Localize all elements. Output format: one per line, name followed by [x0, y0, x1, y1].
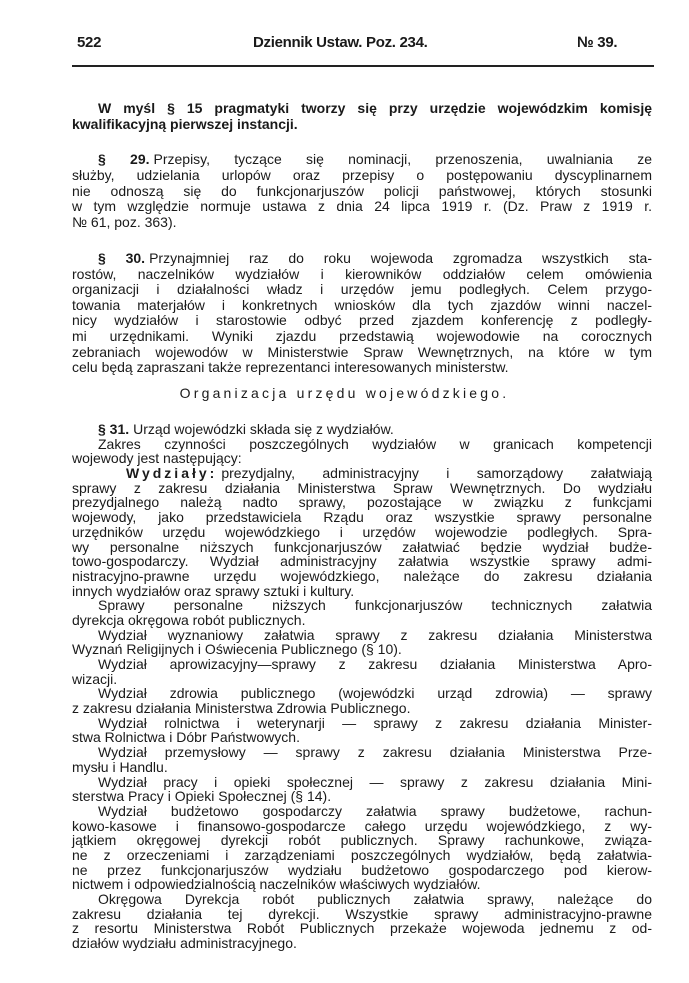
text-line — [72, 345, 652, 361]
paragraph-marker: Wydziały: — [126, 465, 218, 482]
line-text: Wydział zdrowia publicznego (wojewódzki urząd zdrowia) — sprawy — [98, 685, 652, 702]
line-text: mysłu i Handlu. — [72, 758, 168, 775]
page-number: 522 — [77, 34, 102, 51]
line-text: kwalifikacyjną pierwszej instancji. — [72, 116, 298, 132]
paragraph — [72, 152, 652, 231]
text-line — [72, 628, 652, 643]
line-text: dyrekcja okręgowa robót publicznych. — [72, 611, 306, 628]
line-text: w tym względzie normuje ustawa z dnia 24 lipca 1919 r. (Dz. Praw z 1919 r. — [72, 198, 652, 215]
paragraph — [72, 745, 652, 774]
line-text: Okręgowa Dyrekcja robót publicznych załatwia sprawy, należące do — [98, 891, 652, 907]
text-line — [72, 184, 652, 200]
line-text: z zakresu działania Ministerstwa Zdrowia Publicznego. — [72, 700, 411, 717]
text-line — [72, 730, 652, 745]
text-line — [72, 554, 652, 569]
line-text: z resortu Ministerstwa Robót Publicznych przekaże wojewoda jednemu z od- — [72, 920, 652, 937]
text-line — [72, 466, 652, 481]
text-line — [72, 569, 652, 584]
line-text: towo-gospodarczy. Wydział administracyjny załatwia wszystkie sprawy admi- — [72, 553, 652, 570]
text-line — [72, 199, 652, 215]
paragraph-marker: § 31. — [98, 421, 130, 437]
text-line — [72, 525, 652, 540]
line-text: organizacji i działalności władz i urzędów jemu podległych. Celem przygo- — [72, 281, 652, 298]
text-line — [72, 168, 652, 184]
line-text: Wydział pracy i opieki społecznej — sprawy z zakresu działania Mini- — [98, 773, 652, 790]
header-rule — [72, 65, 654, 67]
line-text: mi urzędnikami. Wyniki zjazdu przedstawią wojewodowie na corocznych — [72, 327, 652, 344]
line-text: Urząd wojewódzki składa się z wydziałów. — [133, 421, 394, 437]
text-line — [72, 892, 652, 907]
text-line — [72, 863, 652, 878]
text-line — [72, 701, 652, 716]
line-text: nicy wydziałów i starostowie odbyć przed zjazdem konferencję z podległy- — [72, 312, 652, 329]
text-line — [72, 804, 652, 819]
text-line — [72, 672, 652, 687]
line-text: Wydział aprowizacyjny—sprawy z zakresu działania Ministerstwa Apro- — [98, 656, 652, 672]
section-heading: Organizacja urzędu wojewódzkiego. — [179, 385, 510, 401]
line-text: urzędników urzędu wojewódzkiego i urzędów wojewodzie podległych. Spra- — [72, 523, 652, 540]
line-text: ne przez funkcjonarjuszów wydziału budżetowo gospodarczego pod kierow- — [72, 861, 652, 878]
line-text: sprawy z zakresu działania Ministerstwa Spraw Wewnętrznych. Do wydziału — [72, 479, 652, 496]
text-line — [72, 921, 652, 936]
text-line — [72, 360, 652, 376]
line-text: Wydział przemysłowy — sprawy z zakresu działania Ministerstwa Prze- — [98, 744, 652, 761]
text-line — [72, 495, 652, 510]
text-line — [72, 100, 652, 116]
paragraph-marker: § 30. — [98, 250, 146, 266]
line-text: innych wydziałów oraz sprawy sztuki i kultury. — [72, 582, 355, 599]
text-line — [72, 936, 652, 951]
paragraph — [72, 251, 652, 376]
line-text: Przynajmniej raz do roku wojewoda zgromadza wszystkich sta- — [149, 250, 652, 266]
line-text: kowo-kasowe i finansowo-gospodarcze całego urzędu wojewódzkiego, z wy- — [72, 817, 652, 834]
text-line — [72, 789, 652, 804]
line-text: wizacji. — [72, 670, 118, 687]
line-text: rostów, naczelników wydziałów i kierowników oddziałów celem omówienia — [72, 265, 652, 282]
line-text: nistracyjno-prawne urzędu wojewódzkiego, należące do zakresu działania — [72, 567, 652, 584]
line-text: Wydział rolnictwa i weterynarji — sprawy z zakresu działania Minister- — [98, 714, 652, 731]
text-line — [72, 510, 652, 525]
text-line — [72, 848, 652, 863]
text-line — [72, 437, 652, 452]
line-text: Zakres czynności poszczególnych wydziałów w granicach kompetencji — [98, 435, 652, 452]
line-text: Przepisy, tyczące się nominacji, przenoszenia, uwalniania ze — [153, 151, 652, 167]
text-line — [72, 833, 652, 848]
running-title: Dziennik Ustaw. Poz. 234. — [253, 34, 428, 51]
line-text: Wydział budżetowo gospodarczy załatwia sprawy budżetowe, rachun- — [98, 802, 652, 819]
line-text: nictwem i odpowiedzialnością naczelników właściwych wydziałów. — [72, 876, 481, 893]
line-text: działów wydziału administracyjnego. — [72, 935, 297, 952]
text-line — [72, 540, 652, 555]
text-line — [72, 152, 652, 168]
text-line — [72, 298, 652, 314]
text-line — [72, 686, 652, 701]
line-text: nie odnoszą się do funkcjonarjuszów policji państwowej, których stosunki — [72, 182, 652, 199]
text-line — [72, 116, 652, 132]
paragraph-marker: § 29. — [98, 151, 150, 167]
line-text: jątkiem okręgowej dyrekcji robót publicznych. Sprawy rachunkowe, związa- — [72, 832, 652, 849]
line-text: ne z orzeczeniami i zarządzeniami poszczególnych wydziałów, będą załatwia- — [72, 846, 652, 863]
paragraph — [72, 437, 652, 466]
text-line — [72, 267, 652, 283]
line-text: towania materjałów i konkretnych wniosków dla tych zjazdów winni naczel- — [72, 296, 652, 313]
text-line — [72, 819, 652, 834]
text-line — [72, 657, 652, 672]
section-paragraph-30 — [72, 251, 652, 376]
paragraph — [72, 598, 652, 627]
paragraph — [72, 657, 652, 686]
paragraph — [72, 628, 652, 657]
line-text: W myśl § 15 pragmatyki tworzy się przy urzędzie wojewódzkim komisję — [98, 100, 652, 116]
text-line — [72, 584, 652, 599]
paragraph — [72, 716, 652, 745]
text-line — [72, 613, 652, 628]
line-text: prezydjalny, administracyjny i samorządowy załatwiają — [221, 465, 652, 482]
text-line — [72, 745, 652, 760]
line-text: Wydział wyznaniowy załatwia sprawy z zakresu działania Ministerstwa — [98, 626, 652, 643]
line-text: № 61, poz. 363). — [72, 214, 177, 231]
text-line — [72, 313, 652, 329]
section-paragraph-31 — [72, 422, 652, 951]
line-text: Sprawy personalne niższych funkcjonarjuszów technicznych załatwia — [98, 597, 652, 614]
paragraph — [72, 804, 652, 892]
line-text: wy personalne niższych funkcjonarjuszów załatwiać będzie wydział budże- — [72, 538, 652, 555]
text-line — [72, 877, 652, 892]
line-text: stwa Rolnictwa i Dóbr Państwowych. — [72, 729, 300, 746]
line-text: prezydjalnego należą nadto sprawy, pozostające w związku z funkcjami — [72, 494, 652, 511]
paragraph — [72, 100, 652, 132]
text-line — [72, 642, 652, 657]
line-text: wojewody, jako przedstawiciela Rządu oraz wszystkie sprawy personalne — [72, 509, 652, 526]
text-line — [72, 481, 652, 496]
text-line — [72, 598, 652, 613]
paragraph — [72, 466, 652, 598]
section-paragraph-29 — [72, 152, 652, 231]
line-text: zebraniach wojewodów w Ministerstwie Spraw Wewnętrznych, na które w tym — [72, 343, 652, 360]
line-text: celu będą zapraszani także reprezentanci interesowanych ministerstw. — [72, 359, 509, 376]
text-line — [72, 282, 652, 298]
text-line — [72, 775, 652, 790]
line-text: zakresu działania tej dyrekcji. Wszystkie sprawy administracyjno-prawne — [72, 905, 652, 922]
text-line — [72, 716, 652, 731]
paragraph — [72, 892, 652, 951]
paragraph — [72, 686, 652, 715]
paragraph — [72, 775, 652, 804]
text-line — [72, 451, 652, 466]
line-text: sterstwa Pracy i Opieki Społecznej (§ 14). — [72, 788, 332, 805]
text-line — [72, 907, 652, 922]
text-line — [72, 422, 652, 437]
text-line — [72, 215, 652, 231]
line-text: wojewody jest następujący: — [72, 450, 242, 467]
text-line — [72, 329, 652, 345]
paragraph — [72, 422, 652, 437]
line-text: Wyznań Religijnych i Oświecenia Publicznego (§ 10). — [72, 641, 402, 658]
issue-number: № 39. — [577, 34, 618, 51]
section-commission — [72, 100, 652, 132]
text-line — [72, 760, 652, 775]
text-line — [72, 251, 652, 267]
line-text: służby, udzielania urlopów oraz przepisy o postępowaniu dyscyplinarnem — [72, 166, 652, 183]
